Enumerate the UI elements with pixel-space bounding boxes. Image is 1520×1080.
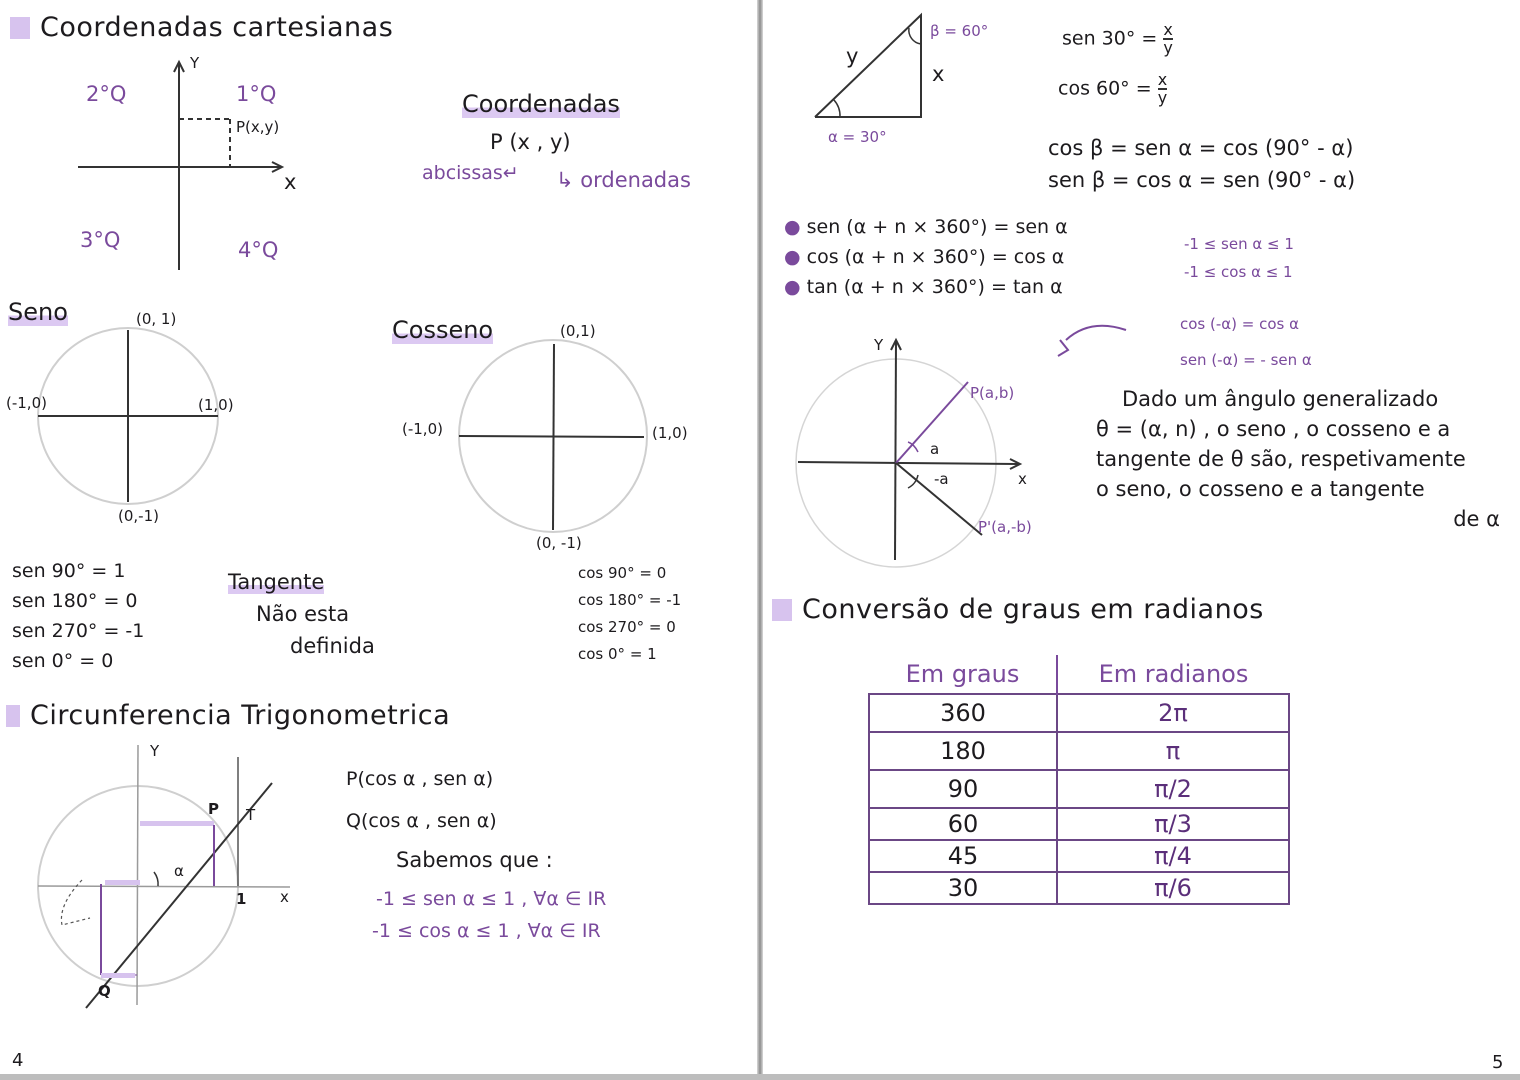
seno-value: sen 0° = 0 (12, 650, 114, 672)
table-header-row (869, 655, 1289, 694)
bound-item: -1 ≤ cos α ≤ 1 (1184, 263, 1293, 281)
beta-angle-label: β = 60° (930, 22, 989, 40)
ordinate-label: ↳ ordenadas (556, 168, 691, 192)
section-title-cartesian: Coordenadas cartesianas (10, 12, 393, 43)
highlight-marker-icon (772, 599, 792, 621)
cosseno-heading: Cosseno (392, 316, 494, 344)
parity-item: sen (-α) = - sen α (1180, 351, 1312, 369)
sabemos-que: Sabemos que : (396, 848, 553, 872)
point-p-ab: P(a,b) (970, 384, 1015, 402)
label-point-p: P (208, 800, 219, 818)
p-coordinates: P(cos α , sen α) (346, 768, 494, 790)
cosseno-point-right: (1,0) (652, 424, 688, 442)
quadrant-4-label: 4°Q (238, 238, 279, 262)
point-p-label: P(x,y) (236, 118, 280, 136)
table-row (869, 732, 1289, 770)
cell-graus: 90 (869, 770, 1057, 808)
label-one: 1 (236, 890, 247, 908)
cell-radianos: π/2 (1057, 770, 1289, 808)
circle-axis-x: x (280, 888, 289, 906)
cosseno-value: cos 0° = 1 (578, 645, 657, 663)
quadrant-1-label: 1°Q (236, 82, 277, 106)
cell-radianos: π/3 (1057, 808, 1289, 840)
tangente-line1: Não esta (256, 602, 350, 626)
cos60-formula: cos 60° = $\frac{x}{y}$ (1058, 70, 1168, 107)
abscissa-label: abcissas↵ (422, 162, 519, 184)
label-alpha: α (174, 862, 184, 880)
tangente-line2: definida (290, 634, 375, 658)
cosseno-value: cos 90° = 0 (578, 564, 667, 582)
cosseno-value: cos 180° = -1 (578, 591, 682, 609)
cos-bound-rule: -1 ≤ cos α ≤ 1 , ∀α ∈ IR (372, 920, 601, 942)
quadrant-3-label: 3°Q (80, 228, 121, 252)
table-row (869, 694, 1289, 732)
parity-item: cos (-α) = cos α (1180, 315, 1300, 333)
circle-axis-y: Y (150, 742, 160, 760)
seno-point-bottom: (0,-1) (118, 507, 159, 525)
coordinates-heading: Coordenadas (462, 90, 620, 118)
identity-sen-beta: sen β = cos α = sen (90° - α) (1048, 168, 1356, 192)
section-title-conversion: Conversão de graus em radianos (772, 594, 1264, 625)
identity-cos-beta: cos β = sen α = cos (90° - α) (1048, 136, 1354, 160)
cell-radianos: π/4 (1057, 840, 1289, 872)
sen30-formula: sen 30° = $\frac{x}{y}$ (1062, 20, 1173, 57)
header-radianos: Em radianos (1057, 655, 1289, 694)
angle-neg-a-label: -a (934, 470, 949, 488)
cell-graus: 180 (869, 732, 1057, 770)
page-number-right: 5 (1492, 1052, 1504, 1073)
seno-value: sen 90° = 1 (12, 560, 126, 582)
tangente-heading: Tangente (228, 570, 325, 594)
bound-item: -1 ≤ sen α ≤ 1 (1184, 235, 1294, 253)
table-row (869, 770, 1289, 808)
table-row (869, 808, 1289, 840)
label-point-q: Q (98, 982, 111, 1000)
axis-y-label: Y (190, 54, 200, 72)
hypotenuse-label: y (846, 44, 859, 68)
quadrant-2-label: 2°Q (86, 82, 127, 106)
cosseno-point-top: (0,1) (560, 322, 596, 340)
point-p-prime: P'(a,-b) (978, 518, 1032, 536)
table-row (869, 872, 1289, 904)
section-title-circunferencia: Circunferencia Trigonometrica (6, 700, 450, 731)
seno-value: sen 180° = 0 (12, 590, 138, 612)
sen-bound-rule: -1 ≤ sen α ≤ 1 , ∀α ∈ IR (376, 888, 607, 910)
cell-graus: 45 (869, 840, 1057, 872)
table-row (869, 840, 1289, 872)
periodicity-item: ● tan (α + n × 360°) = tan α (784, 276, 1063, 298)
axis-x-label: x (284, 170, 297, 194)
seno-point-left: (-1,0) (6, 394, 47, 412)
page-number-left: 4 (12, 1050, 24, 1071)
opposite-side-label: x (932, 62, 945, 86)
cell-radianos: π/6 (1057, 872, 1289, 904)
periodicity-item: ● cos (α + n × 360°) = cos α (784, 246, 1065, 268)
gen-axis-x: x (1018, 470, 1027, 488)
seno-value: sen 270° = -1 (12, 620, 145, 642)
header-graus: Em graus (905, 660, 1020, 688)
cosseno-point-left: (-1,0) (402, 420, 443, 438)
generalized-angle-text: Dado um ângulo generalizado θ = (α, n) , o seno , o cosseno e a tangente de θ são, respetivamente o seno, o cosseno e a tangente de α (1096, 387, 1500, 531)
angle-a-label: a (930, 440, 940, 458)
coordinates-point: P (x , y) (490, 130, 571, 154)
conversion-table (868, 655, 1290, 905)
seno-heading: Seno (8, 298, 68, 326)
cell-graus: 60 (869, 808, 1057, 840)
gen-axis-y: Y (874, 336, 884, 354)
cosseno-value: cos 270° = 0 (578, 618, 676, 636)
cell-graus: 360 (869, 694, 1057, 732)
cell-graus: 30 (869, 872, 1057, 904)
seno-point-top: (0, 1) (136, 310, 177, 328)
cell-radianos: 2π (1057, 694, 1289, 732)
cell-radianos: π (1057, 732, 1289, 770)
alpha-angle-label: α = 30° (828, 128, 887, 146)
seno-point-right: (1,0) (198, 396, 234, 414)
periodicity-item: ● sen (α + n × 360°) = sen α (784, 216, 1068, 238)
q-coordinates: Q(cos α , sen α) (346, 810, 497, 832)
cosseno-point-bottom: (0, -1) (536, 534, 582, 552)
label-point-t: T (246, 806, 256, 824)
